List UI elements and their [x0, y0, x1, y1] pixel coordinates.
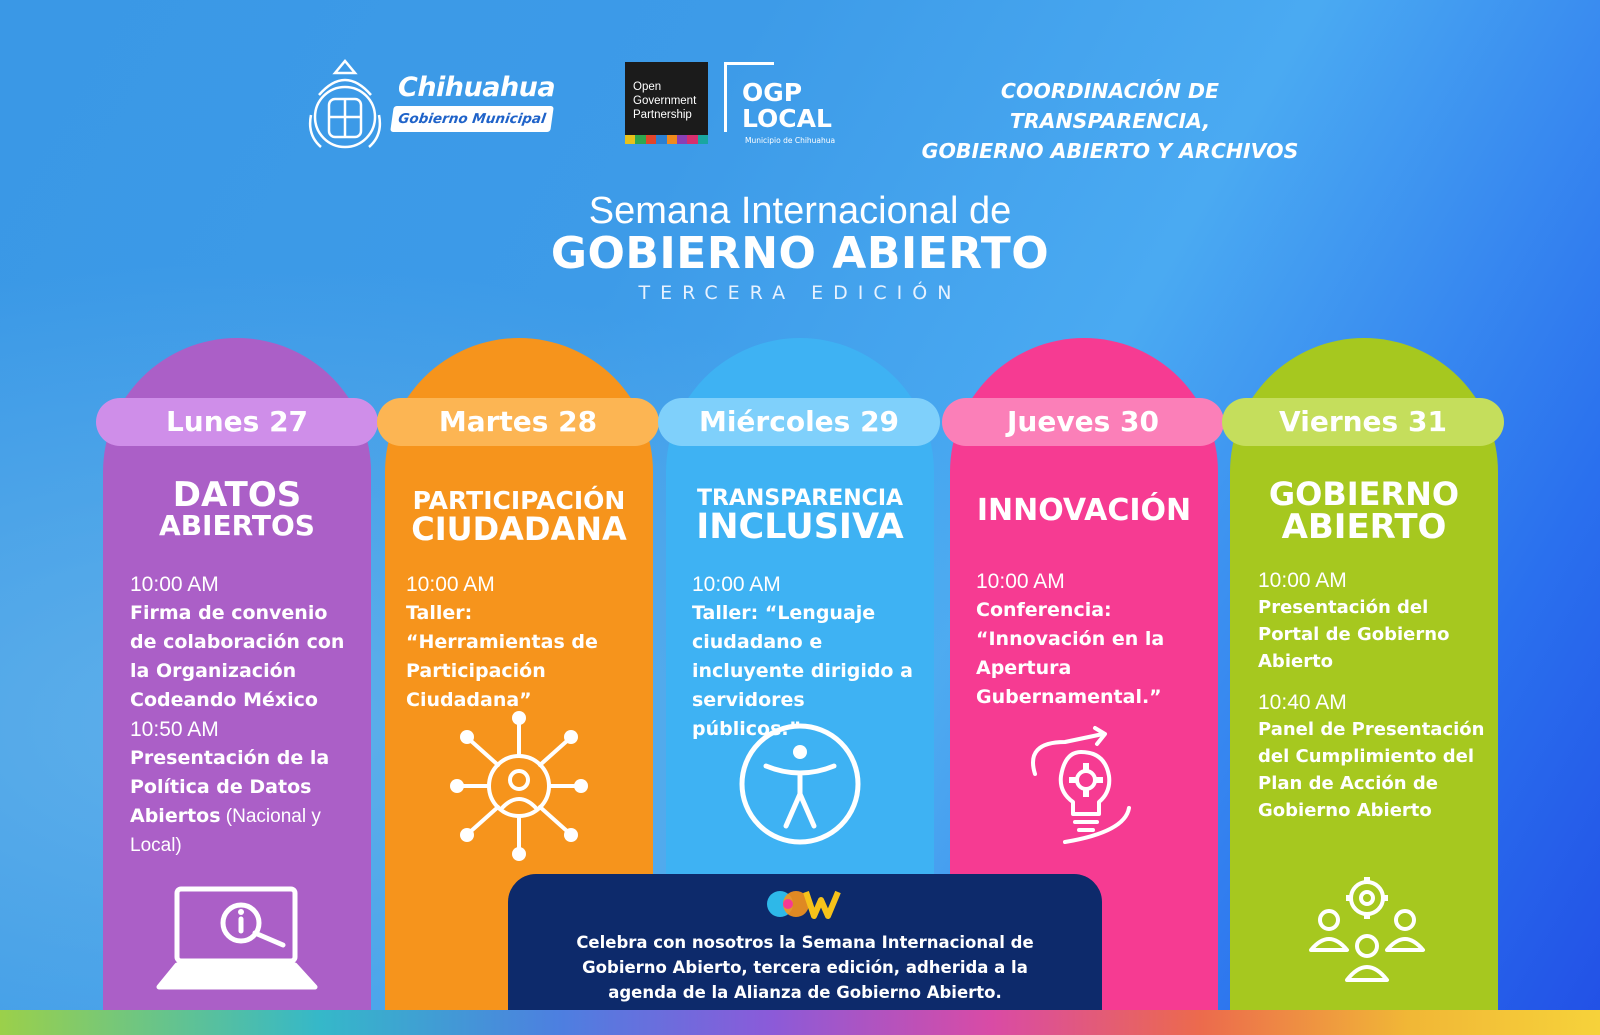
topic-line1: PARTICIPACIÓN: [412, 486, 626, 515]
event-description-suffix: (Nacional y Local): [130, 806, 321, 856]
ogp-stripe-segment: [698, 135, 708, 144]
event-time: 10:00 AM: [406, 573, 495, 596]
event-time: 10:00 AM: [692, 573, 781, 596]
ogp-logo: [625, 62, 708, 144]
event-time: 10:40 AM: [1258, 691, 1347, 714]
ogp-stripe-segment: [656, 135, 666, 144]
ogp-local-subtitle: Municipio de Chihuahua: [745, 136, 836, 145]
ogp-stripe-segment: [687, 135, 697, 144]
lightbulb-gear-icon: [1025, 722, 1145, 850]
day-pill-monday: Lunes 27: [96, 398, 378, 446]
event-description: Taller: “Lenguaje ciudadano e incluyente dirigido a servidores públicos.”: [692, 602, 913, 740]
topic-title-friday: [1230, 475, 1498, 547]
schedule-friday: [1258, 567, 1488, 824]
topic-title-thursday: [950, 493, 1218, 528]
topic-title-tuesday: [385, 486, 653, 548]
team-gear-icon: [1305, 876, 1429, 986]
header: [0, 0, 1600, 170]
event-title-main: GOBIERNO ABIERTO: [550, 228, 1050, 279]
coordination-title: COORDINACIÓN DE TRANSPARENCIA, GOBIERNO ABIERTO Y ARCHIVOS: [921, 79, 1299, 163]
topic-line2: ABIERTOS: [159, 509, 315, 542]
ogp-stripe-segment: [625, 135, 635, 144]
bottom-banner: [508, 874, 1102, 1020]
banner-text: Celebra con nosotros la Semana Internacional de Gobierno Abierto, tercera edición, adherida a la agenda de la Alianza de Gobierno Abierto.: [576, 933, 1034, 1002]
ogp-local-title: OGP LOCAL: [742, 78, 832, 133]
topic-line1: INNOVACIÓN: [976, 493, 1192, 528]
bottom-color-bar: [0, 1010, 1600, 1035]
topic-line2: INCLUSIVA: [696, 507, 904, 547]
laptop-info-icon: [155, 885, 320, 995]
ogp-local-bracket: [724, 62, 727, 132]
schedule-monday: [130, 570, 355, 860]
day-pill-tuesday: Martes 28: [377, 398, 659, 446]
municipality-name: Chihuahua: [398, 72, 556, 103]
day-pill-friday: Viernes 31: [1222, 398, 1504, 446]
event-edition: TERCERA EDICIÓN: [638, 282, 962, 304]
topic-line1: DATOS: [172, 475, 302, 515]
topic-line2: CIUDADANA: [411, 510, 627, 548]
topic-title-monday: [103, 475, 371, 542]
accessibility-icon: [738, 722, 862, 846]
event-description: Conferencia: “Innovación en la Apertura Gubernamental.”: [976, 599, 1165, 708]
municipal-seal-icon: [305, 55, 385, 153]
topic-line1: TRANSPARENCIA: [696, 486, 904, 511]
ogp-color-stripe: [625, 135, 708, 144]
event-time: 10:00 AM: [976, 570, 1065, 593]
topic-line1: GOBIERNO: [1268, 475, 1460, 513]
ogp-stripe-segment: [667, 135, 677, 144]
day-pill-thursday: Jueves 30: [942, 398, 1224, 446]
ogp-stripe-segment: [677, 135, 687, 144]
event-time: 10:00 AM: [130, 573, 219, 596]
municipality-subtitle: Gobierno Municipal: [390, 106, 554, 132]
ogw-logo-icon: [766, 888, 844, 920]
topic-title-wednesday: [666, 488, 934, 545]
event-title-line1: Semana Internacional de: [588, 190, 1012, 232]
event-description: Panel de Presentación del Cumplimiento del Plan de Acción de Gobierno Abierto: [1258, 719, 1485, 821]
event-time: 10:00 AM: [1258, 569, 1347, 592]
schedule-tuesday: [406, 570, 631, 715]
ogp-local-bracket-top: [724, 62, 774, 65]
topic-line2: ABIERTO: [1281, 507, 1447, 547]
event-description: Taller: “Herramientas de Participación Ciudadana”: [406, 602, 598, 711]
network-person-icon: [450, 710, 588, 862]
day-pill-wednesday: Miércoles 29: [658, 398, 940, 446]
ogp-stripe-segment: [635, 135, 645, 144]
event-description: Presentación del Portal de Gobierno Abierto: [1258, 597, 1450, 672]
schedule-wednesday: [692, 570, 917, 744]
ogp-stripe-segment: [646, 135, 656, 144]
event-time: 10:50 AM: [130, 718, 219, 741]
event-description: Presentación de la Política de Datos Abiertos: [130, 747, 330, 827]
event-description: Firma de convenio de colaboración con la Organización Codeando México: [130, 602, 345, 711]
schedule-thursday: [976, 567, 1201, 712]
ogp-logo-text: Open Government Partnership: [633, 81, 697, 121]
